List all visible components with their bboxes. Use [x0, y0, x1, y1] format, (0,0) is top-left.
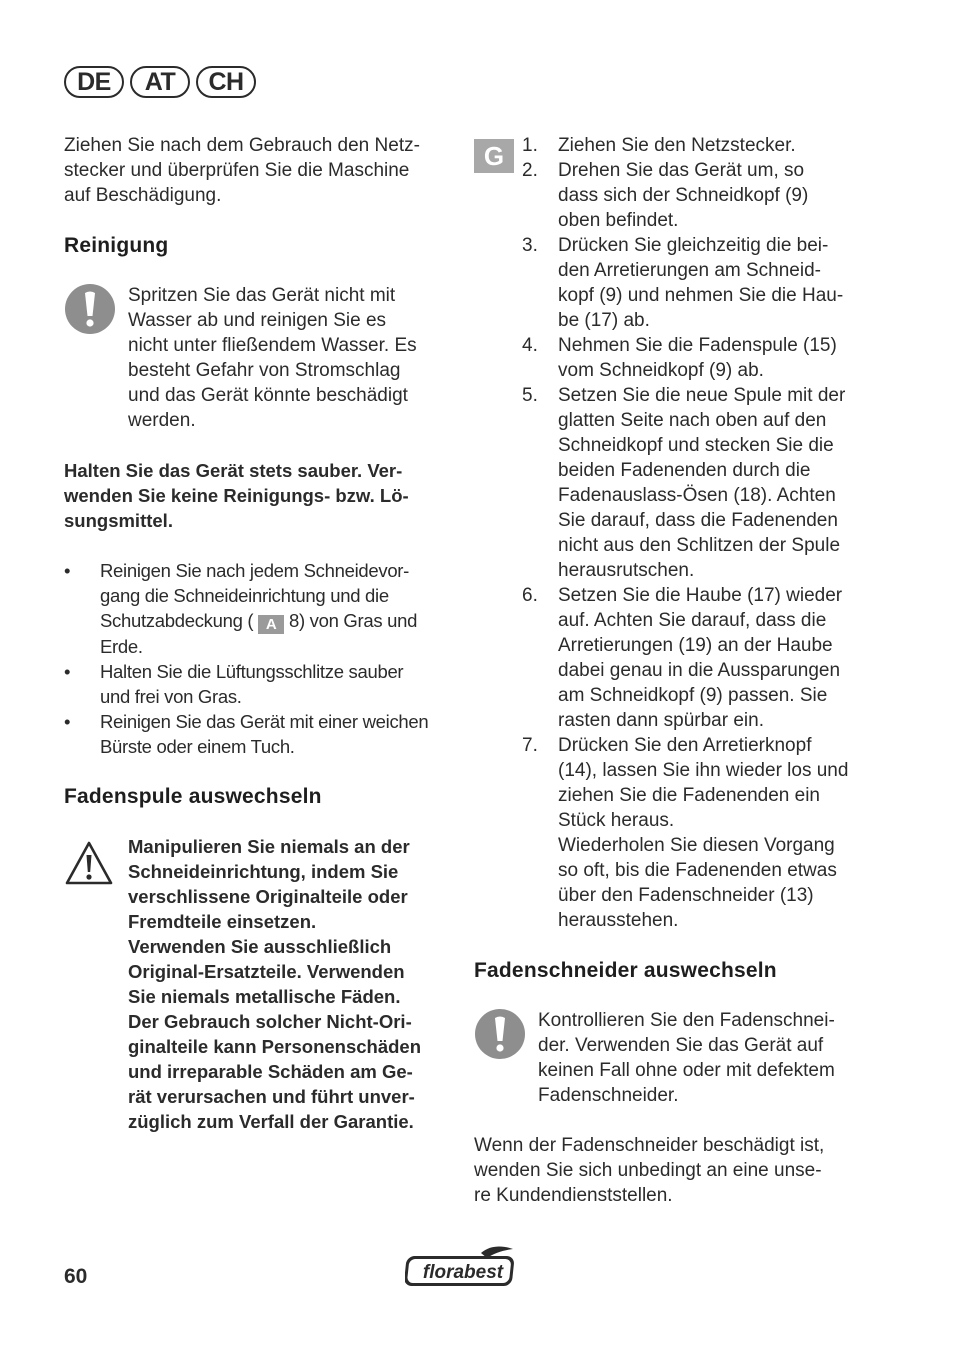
- step-number: 6.: [522, 585, 538, 606]
- florabest-logo: [405, 1244, 519, 1290]
- cutter-note-text: Kontrollieren Sie den Fadenschnei- der. Verwenden Sie das Gerät auf keinen Fall ohne oder mit defektem Fadenschneider.: [538, 1010, 835, 1106]
- intro-paragraph: Ziehen Sie nach dem Gebrauch den Netz- stecker und überprüfen Sie die Maschine auf Beschädigung.: [64, 135, 420, 206]
- bullet-dot: •: [64, 661, 71, 682]
- step-number: 7.: [522, 735, 538, 756]
- step-number: 1.: [522, 135, 538, 156]
- step-text: Drücken Sie den Arretierknopf (14), lassen Sie ihn wieder los und ziehen Sie die Fadenenden ein Stück heraus. Wiederholen Sie diesen Vorgang so oft, bis die Fadenenden etwas über den Fadenschneider (13) herausstehen.: [558, 735, 849, 931]
- badge-ch: CH: [196, 66, 256, 98]
- step-text: Drehen Sie das Gerät um, so dass sich der Schneidkopf (9) oben befindet.: [558, 160, 809, 231]
- step-number: 5.: [522, 385, 538, 406]
- list-item: [64, 709, 454, 759]
- language-badges: [64, 66, 256, 98]
- step-text: Setzen Sie die Haube (17) wieder auf. Achten Sie darauf, dass die Arretierungen (19) an der Haube dabei genau in die Aussparungen am Schneidkopf (9) passen. Sie rasten dann spürbar ein.: [558, 585, 843, 731]
- heading-cleaning: Reinigung: [64, 234, 169, 257]
- spool-warning: [64, 834, 454, 1134]
- step-item: [522, 333, 864, 383]
- figure-ref-a: A: [258, 615, 284, 634]
- step-number: 2.: [522, 160, 538, 181]
- bullet-dot: •: [64, 560, 71, 581]
- step-item: [522, 733, 864, 933]
- step-text: Nehmen Sie die Fadenspule (15) vom Schneidkopf (9) ab.: [558, 335, 837, 381]
- bullet-text-post: 8) von Gras und Erde.: [100, 610, 418, 657]
- bullet-text: Reinigen Sie das Gerät mit einer weichen Bürste oder einem Tuch.: [100, 711, 429, 757]
- heading-spool: Fadenspule auswechseln: [64, 785, 322, 808]
- list-item: [64, 558, 454, 659]
- cleaning-bullet-list: [64, 558, 454, 759]
- cutter-paragraph: Wenn der Fadenschneider beschädigt ist, wenden Sie sich unbedingt an eine unse- re Kundendienststellen.: [474, 1135, 825, 1206]
- step-number: 4.: [522, 335, 538, 356]
- page-number: 60: [64, 1265, 88, 1288]
- warning-triangle-icon: [64, 840, 114, 886]
- spool-steps-list: [522, 133, 864, 933]
- step-item: [522, 233, 864, 333]
- badge-de: DE: [64, 66, 124, 98]
- cleaning-note: [64, 283, 454, 433]
- step-item: [522, 583, 864, 733]
- exclamation-circle-icon: [64, 283, 116, 335]
- heading-cutter: Fadenschneider auswechseln: [474, 959, 777, 982]
- cleaning-bold-text: Halten Sie das Gerät stets sauber. Ver- wenden Sie keine Reinigungs- bzw. Lö- sungsmittel.: [64, 460, 409, 531]
- left-column: [64, 133, 454, 1134]
- cutter-note: [474, 1008, 864, 1108]
- figure-label-g: G: [474, 139, 514, 173]
- right-column: [474, 133, 864, 1208]
- step-text: Ziehen Sie den Netzstecker.: [558, 135, 796, 156]
- spool-warning-text: Manipulieren Sie niemals an der Schneideinrichtung, indem Sie verschlissene Originalteile oder Fremdteile einsetzen. Verwenden Sie ausschließlich Original-Ersatzteile. Verwenden Sie niemals metallische Fäden. Der Gebrauch solcher Nicht-Ori- ginalteile kann Personenschäden und irreparable Schäden am Ge- rät verursachen und führt unver- züglich zum Verfall der Garantie.: [128, 836, 422, 1132]
- step-text: Drücken Sie gleichzeitig die bei- den Arretierungen am Schneid- kopf (9) und nehmen Sie die Hau- be (17) ab.: [558, 235, 844, 331]
- bullet-text-pre: Reinigen Sie nach jedem Schneidevor- gang die Schneideinrichtung und die Schutzabdeckung (: [100, 560, 410, 631]
- step-item: [522, 383, 864, 583]
- step-text: Setzen Sie die neue Spule mit der glatten Seite nach oben auf den Schneidkopf und stecken Sie die beiden Fadenenden durch die Fadenauslass-Ösen (18). Achten Sie darauf, dass die Fadenenden nicht aus den Schlitzen der Spule herausrutschen.: [558, 385, 846, 581]
- logo-text: florabest: [422, 1262, 504, 1283]
- bullet-dot: •: [64, 711, 71, 732]
- step-item: [522, 158, 864, 233]
- step-item: [522, 133, 864, 158]
- badge-at: AT: [130, 66, 190, 98]
- cleaning-note-text: Spritzen Sie das Gerät nicht mit Wasser ab und reinigen Sie es nicht unter fließendem Wasser. Es besteht Gefahr von Stromschlag und das Gerät könnte beschädigt werden.: [128, 285, 417, 431]
- exclamation-circle-icon: [474, 1008, 526, 1060]
- step-number: 3.: [522, 235, 538, 256]
- bullet-text: Halten Sie die Lüftungsschlitze sauber und frei von Gras.: [100, 661, 404, 707]
- list-item: [64, 659, 454, 709]
